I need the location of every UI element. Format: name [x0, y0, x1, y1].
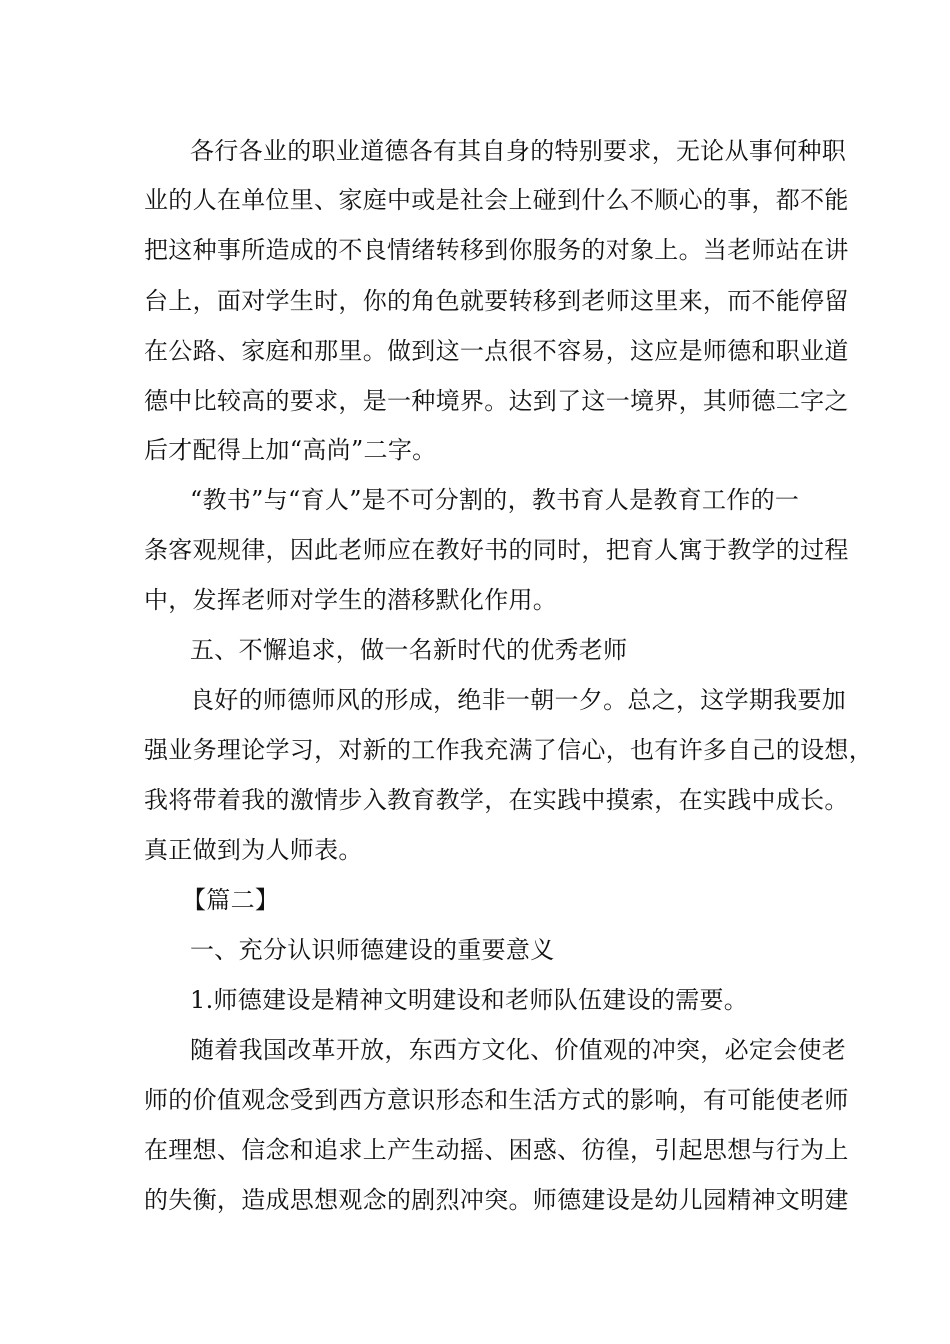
text-line: 把这种事所造成的不良情绪转移到你服务的对象上。当老师站在讲 — [144, 236, 849, 264]
text-line: 师的价值观念受到西方意识形态和生活方式的影响，有可能使老师 — [144, 1086, 849, 1114]
text-line: 随着我国改革开放，东西方文化、价值观的冲突，必定会使老 — [190, 1036, 847, 1064]
text-line: 的失衡，造成思想观念的剧烈冲突。师德建设是幼儿园精神文明建 — [144, 1186, 849, 1214]
section-heading: 一、充分认识师德建设的重要意义 — [190, 936, 555, 964]
text-line: 台上，面对学生时，你的角色就要转移到老师这里来，而不能停留 — [144, 287, 849, 315]
text-line: 在公路、家庭和那里。做到这一点很不容易，这应是师德和职业道 — [144, 337, 849, 365]
text-line: “教书”与“育人”是不可分割的，教书育人是教育工作的一 — [190, 486, 800, 514]
text-line: 德中比较高的要求，是一种境界。达到了这一境界，其师德二字之 — [144, 387, 849, 415]
text-line: 真正做到为人师表。 — [144, 836, 363, 864]
text-line: 在理想、信念和追求上产生动摇、困惑、彷徨，引起思想与行为上 — [144, 1136, 849, 1164]
text-line: 业的人在单位里、家庭中或是社会上碰到什么不顺心的事，都不能 — [144, 186, 849, 214]
text-line: 后才配得上加“高尚”二字。 — [144, 436, 437, 464]
section-heading: 五、不懈追求，做一名新时代的优秀老师 — [190, 636, 628, 664]
text-line: 强业务理论学习，对新的工作我充满了信心，也有许多自己的设想， — [144, 736, 873, 764]
text-line: 良好的师德师风的形成，绝非一朝一夕。总之，这学期我要加 — [190, 686, 847, 714]
text-line: 中，发挥老师对学生的潜移默化作用。 — [144, 586, 558, 614]
subsection-heading: 1.师德建设是精神文明建设和老师队伍建设的需要。 — [190, 986, 749, 1014]
text-line: 条客观规律，因此老师应在教好书的同时，把育人寓于教学的过程 — [144, 536, 849, 564]
text-line: 各行各业的职业道德各有其自身的特别要求，无论从事何种职 — [190, 137, 847, 165]
part-heading: 【篇二】 — [182, 886, 280, 914]
text-line: 我将带着我的激情步入教育教学，在实践中摸索，在实践中成长。 — [144, 786, 849, 814]
